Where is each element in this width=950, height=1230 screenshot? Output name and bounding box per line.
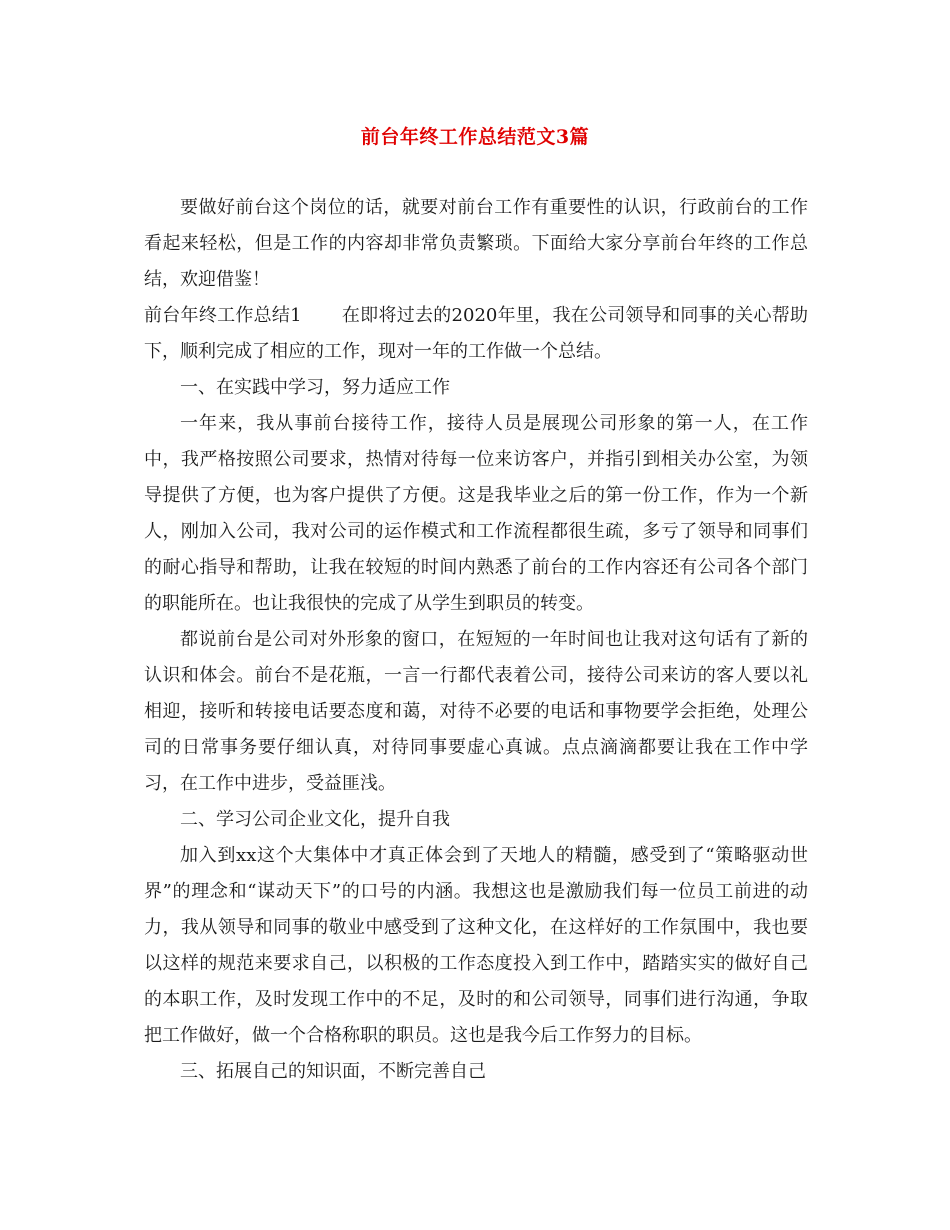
summary-opening-text: 在即将过去的2020年里，我在公司领导和同事的关心帮助下，顺利完成了相应的工作，现对一年的工作做一个总结。: [144, 305, 808, 362]
section-heading-2: 二、学习公司企业文化，提升自我: [180, 809, 450, 830]
document-title: 前台年终工作总结范文3篇: [360, 126, 590, 148]
section-heading-1: 一、在实践中学习，努力适应工作: [180, 377, 450, 398]
section1-paragraph-1: 一年来，我从事前台接待工作，接待人员是展现公司形象的第一人，在工作中，我严格按照公司要求，热情对待每一位来访客户，并指引到相关办公室，为领导提供了方便，也为客户提供了方便。这是我毕业之后的第一份工作，作为一个新人，刚加入公司，我对公司的运作模式和工作流程都很生疏，多亏了领导和同事们的耐心指导和帮助，让我在较短的时间内熟悉了前台的工作内容还有公司各个部门的职能所在。也让我很快的完成了从学生到职员的转变。: [144, 413, 808, 614]
summary-label: 前台年终工作总结1: [144, 305, 302, 326]
section-heading-3: 三、拓展自己的知识面，不断完善自己: [180, 1061, 486, 1082]
section1-paragraph-2: 都说前台是公司对外形象的窗口，在短短的一年时间也让我对这句话有了新的认识和体会。前台不是花瓶，一言一行都代表着公司，接待公司来访的客人要以礼相迎，接听和转接电话要态度和蔼，对待不必要的电话和事物要学会拒绝，处理公司的日常事务要仔细认真，对待同事要虚心真诚。点点滴滴都要让我在工作中学习，在工作中进步，受益匪浅。: [144, 629, 808, 794]
section2-paragraph-1: 加入到xx这个大集体中才真正体会到了天地人的精髓，感受到了“策略驱动世界”的理念和“谋动天下”的口号的内涵。我想这也是激励我们每一位员工前进的动力，我从领导和同事的敬业中感受到了这种文化，在这样好的工作氛围中，我也要以这样的规范来要求自己，以积极的工作态度投入到工作中，踏踏实实的做好自己的本职工作，及时发现工作中的不足，及时的和公司领导，同事们进行沟通，争取把工作做好，做一个合格称职的职员。这也是我今后工作努力的目标。: [144, 845, 808, 1046]
document-body: [144, 190, 808, 1090]
summary-opening-paragraph: [144, 298, 808, 370]
intro-paragraph: 要做好前台这个岗位的话，就要对前台工作有重要性的认识，行政前台的工作看起来轻松，但是工作的内容却非常负责繁琐。下面给大家分享前台年终的工作总结，欢迎借鉴！: [144, 197, 808, 290]
